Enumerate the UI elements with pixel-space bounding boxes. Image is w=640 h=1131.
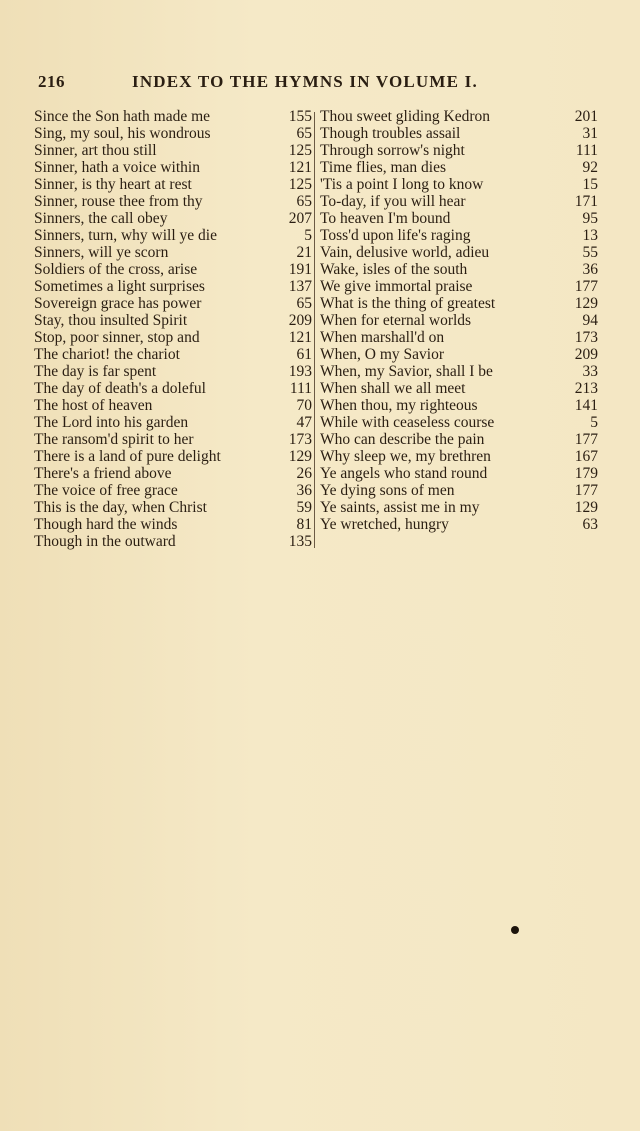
- running-title: INDEX TO THE HYMNS IN VOLUME I.: [132, 72, 478, 91]
- hymn-number: 173: [574, 329, 598, 346]
- hymn-number: 209: [288, 312, 312, 329]
- hymn-first-line: When shall we all meet: [320, 380, 466, 397]
- hymn-number: 33: [582, 363, 598, 380]
- hymn-number: 95: [582, 210, 598, 227]
- hymn-number: 171: [574, 193, 598, 210]
- index-entry: [320, 414, 598, 431]
- index-entry: [34, 380, 312, 397]
- hymn-first-line: There's a friend above: [34, 465, 172, 482]
- hymn-first-line: Vain, delusive world, adieu: [320, 244, 490, 261]
- hymn-number: 121: [288, 159, 312, 176]
- index-entry: [320, 312, 598, 329]
- ink-spot: [511, 926, 519, 934]
- hymn-number: 13: [582, 227, 598, 244]
- hymn-number: 31: [582, 125, 598, 142]
- index-entry: [34, 346, 312, 363]
- hymn-number: 179: [574, 465, 598, 482]
- index-entry: [320, 227, 598, 244]
- hymn-first-line: Though hard the winds: [34, 516, 178, 533]
- hymn-number: 193: [288, 363, 312, 380]
- hymn-number: 5: [590, 414, 598, 431]
- hymn-number: 65: [296, 295, 312, 312]
- hymn-number: 63: [582, 516, 598, 533]
- index-entry: [320, 329, 598, 346]
- hymn-number: 65: [296, 125, 312, 142]
- hymn-first-line: Ye saints, assist me in my: [320, 499, 480, 516]
- hymn-first-line: 'Tis a point I long to know: [320, 176, 484, 193]
- index-entry: [320, 210, 598, 227]
- hymn-number: 173: [288, 431, 312, 448]
- index-entry: [34, 108, 312, 125]
- index-entry: [320, 278, 598, 295]
- index-entry: [320, 244, 598, 261]
- index-entry: [320, 380, 598, 397]
- hymn-number: 155: [288, 108, 312, 125]
- hymn-first-line: The day is far spent: [34, 363, 157, 380]
- hymn-first-line: Why sleep we, my brethren: [320, 448, 491, 465]
- hymn-first-line: When marshall'd on: [320, 329, 445, 346]
- hymn-first-line: This is the day, when Christ: [34, 499, 207, 516]
- hymn-number: 111: [289, 380, 312, 397]
- hymn-number: 177: [574, 278, 598, 295]
- hymn-first-line: When thou, my righteous: [320, 397, 478, 414]
- hymn-first-line: Though in the outward: [34, 533, 176, 550]
- index-entry: [34, 312, 312, 329]
- index-entry: [34, 397, 312, 414]
- page-header: [34, 72, 604, 96]
- hymn-first-line: What is the thing of greatest: [320, 295, 496, 312]
- index-entry: [320, 363, 598, 380]
- hymn-first-line: Sinner, art thou still: [34, 142, 157, 159]
- hymn-number: 36: [296, 482, 312, 499]
- index-entry: [34, 431, 312, 448]
- hymn-first-line: The voice of free grace: [34, 482, 178, 499]
- index-entry: [320, 261, 598, 278]
- index-entry: [34, 482, 312, 499]
- hymn-first-line: Sovereign grace has power: [34, 295, 202, 312]
- index-entry: [34, 227, 312, 244]
- index-entry: [34, 159, 312, 176]
- index-entry: [34, 142, 312, 159]
- hymn-first-line: Thou sweet gliding Kedron: [320, 108, 491, 125]
- hymn-first-line: The Lord into his garden: [34, 414, 189, 431]
- index-entry: [34, 295, 312, 312]
- hymn-number: 125: [288, 142, 312, 159]
- hymn-first-line: Stay, thou insulted Spirit: [34, 312, 188, 329]
- hymn-number: 81: [296, 516, 312, 533]
- hymn-number: 15: [582, 176, 598, 193]
- hymn-number: 59: [296, 499, 312, 516]
- hymn-number: 135: [288, 533, 312, 550]
- index-entry: [34, 244, 312, 261]
- hymn-first-line: Since the Son hath made me: [34, 108, 211, 125]
- hymn-first-line: The day of death's a doleful: [34, 380, 206, 397]
- column-divider: [314, 112, 315, 548]
- hymn-number: 209: [574, 346, 598, 363]
- hymn-number: 137: [288, 278, 312, 295]
- hymn-first-line: When for eternal worlds: [320, 312, 472, 329]
- index-entry: [34, 261, 312, 278]
- index-entry: [34, 278, 312, 295]
- hymn-first-line: Sinners, the call obey: [34, 210, 168, 227]
- hymn-first-line: We give immortal praise: [320, 278, 473, 295]
- hymn-first-line: Soldiers of the cross, arise: [34, 261, 198, 278]
- hymn-first-line: Stop, poor sinner, stop and: [34, 329, 200, 346]
- index-entry: [320, 482, 598, 499]
- index-entry: [34, 414, 312, 431]
- hymn-first-line: Ye wretched, hungry: [320, 516, 449, 533]
- hymn-number: 26: [296, 465, 312, 482]
- hymn-first-line: Through sorrow's night: [320, 142, 465, 159]
- hymn-number: 111: [575, 142, 598, 159]
- index-entry: [320, 108, 598, 125]
- hymn-number: 191: [288, 261, 312, 278]
- index-entry: [34, 176, 312, 193]
- index-entry: [320, 465, 598, 482]
- hymn-number: 177: [574, 482, 598, 499]
- hymn-number: 5: [304, 227, 312, 244]
- index-entry: [34, 465, 312, 482]
- index-entry: [320, 295, 598, 312]
- hymn-number: 92: [582, 159, 598, 176]
- index-entry: [34, 363, 312, 380]
- index-entry: [34, 210, 312, 227]
- hymn-first-line: Though troubles assail: [320, 125, 461, 142]
- hymn-first-line: Sometimes a light surprises: [34, 278, 205, 295]
- hymn-number: 167: [574, 448, 598, 465]
- index-entry: [320, 159, 598, 176]
- index-entry: [34, 533, 312, 550]
- hymn-first-line: To-day, if you will hear: [320, 193, 466, 210]
- hymn-first-line: Sing, my soul, his wondrous: [34, 125, 211, 142]
- hymn-number: 177: [574, 431, 598, 448]
- index-column-left: [34, 108, 312, 550]
- hymn-first-line: There is a land of pure delight: [34, 448, 221, 465]
- index-entry: [320, 516, 598, 533]
- hymn-first-line: Who can describe the pain: [320, 431, 485, 448]
- hymn-number: 121: [288, 329, 312, 346]
- index-entry: [320, 142, 598, 159]
- hymn-first-line: Sinner, rouse thee from thy: [34, 193, 203, 210]
- index-entry: [320, 499, 598, 516]
- hymn-number: 61: [296, 346, 312, 363]
- index-entry: [34, 193, 312, 210]
- hymn-number: 129: [574, 295, 598, 312]
- hymn-first-line: Wake, isles of the south: [320, 261, 468, 278]
- hymn-number: 47: [296, 414, 312, 431]
- hymn-number: 141: [574, 397, 598, 414]
- hymn-number: 21: [296, 244, 312, 261]
- hymn-first-line: When, my Savior, shall I be: [320, 363, 493, 380]
- index-entry: [320, 397, 598, 414]
- hymn-first-line: The chariot! the chariot: [34, 346, 180, 363]
- hymn-first-line: The host of heaven: [34, 397, 153, 414]
- index-entry: [34, 516, 312, 533]
- hymn-first-line: Toss'd upon life's raging: [320, 227, 471, 244]
- hymn-number: 94: [582, 312, 598, 329]
- index-entry: [320, 431, 598, 448]
- hymn-number: 70: [296, 397, 312, 414]
- hymn-first-line: Sinners, will ye scorn: [34, 244, 169, 261]
- index-entry: [320, 448, 598, 465]
- index-entry: [320, 346, 598, 363]
- page-number: 216: [38, 72, 65, 91]
- hymn-number: 129: [288, 448, 312, 465]
- hymn-number: 125: [288, 176, 312, 193]
- index-column-right: [320, 108, 598, 533]
- hymn-number: 201: [574, 108, 598, 125]
- hymn-number: 129: [574, 499, 598, 516]
- index-entry: [34, 499, 312, 516]
- hymn-first-line: Time flies, man dies: [320, 159, 447, 176]
- index-entry: [34, 329, 312, 346]
- index-entry: [320, 193, 598, 210]
- index-entry: [34, 125, 312, 142]
- hymn-first-line: Ye dying sons of men: [320, 482, 455, 499]
- hymn-first-line: Sinner, is thy heart at rest: [34, 176, 192, 193]
- hymn-number: 55: [582, 244, 598, 261]
- hymn-number: 65: [296, 193, 312, 210]
- hymn-number: 213: [574, 380, 598, 397]
- hymn-first-line: Sinner, hath a voice within: [34, 159, 200, 176]
- hymn-first-line: When, O my Savior: [320, 346, 444, 363]
- hymn-first-line: To heaven I'm bound: [320, 210, 451, 227]
- hymn-number: 207: [288, 210, 312, 227]
- hymn-number: 36: [582, 261, 598, 278]
- index-entry: [320, 176, 598, 193]
- hymn-first-line: Ye angels who stand round: [320, 465, 488, 482]
- hymn-first-line: The ransom'd spirit to her: [34, 431, 194, 448]
- index-entry: [34, 448, 312, 465]
- hymn-first-line: While with ceaseless course: [320, 414, 495, 431]
- hymn-first-line: Sinners, turn, why will ye die: [34, 227, 217, 244]
- index-entry: [320, 125, 598, 142]
